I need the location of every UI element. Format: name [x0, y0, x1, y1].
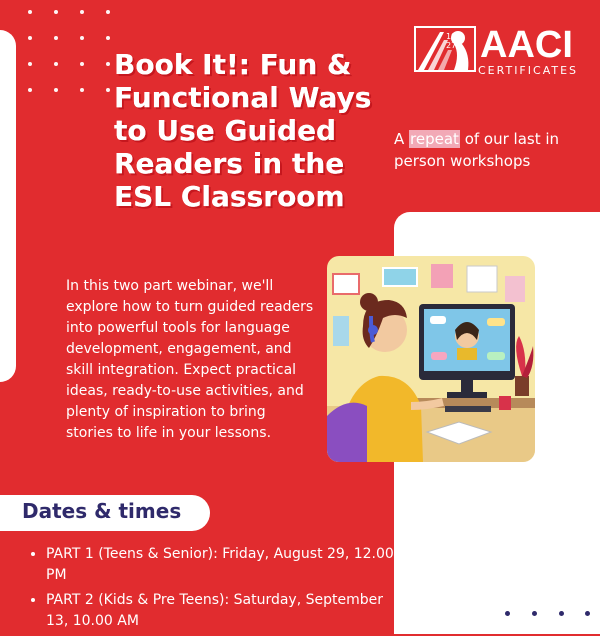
date-item-part-1: • PART 1 (Teens & Senior): Friday, August 29, 12.00 PM — [46, 544, 396, 586]
page-title: Book It!: Fun & Functional Ways to Use Guided Readers in the ESL Classroom — [114, 48, 372, 213]
dates-heading: Dates & times — [22, 499, 182, 523]
date-item-part-2: • PART 2 (Kids & Pre Teens): Saturday, September 13, 10.00 AM — [46, 590, 396, 632]
dates-list — [28, 544, 396, 636]
webinar-illustration — [327, 256, 535, 462]
repeat-note — [394, 128, 594, 172]
dates-heading-pill — [0, 495, 210, 531]
logo-wordmark: AACI — [480, 24, 573, 66]
decorative-bottom-dots — [505, 611, 585, 617]
repeat-highlight: repeat — [410, 130, 459, 148]
left-white-rail — [0, 30, 16, 382]
repeat-note-before: A — [394, 130, 410, 148]
logo-year-bottom: 27 — [446, 41, 457, 50]
teacher-at-computer-illustration — [327, 256, 535, 462]
logo-subtitle: CERTIFICATES — [478, 64, 579, 77]
aaci-logo — [414, 26, 586, 78]
logo-emblem-icon — [414, 26, 476, 72]
repeat-note-after: of our last in person workshops — [394, 130, 560, 170]
logo-year — [446, 32, 456, 50]
logo-year-top: 19 — [446, 32, 457, 41]
intro-paragraph: In this two part webinar, we'll explore how to turn guided readers into powerful tools for language development, engagement, and skill integration. Expect practical ideas, ready-to-use activities, and plenty of inspiration to bring stories to life in your lessons. — [66, 278, 314, 441]
